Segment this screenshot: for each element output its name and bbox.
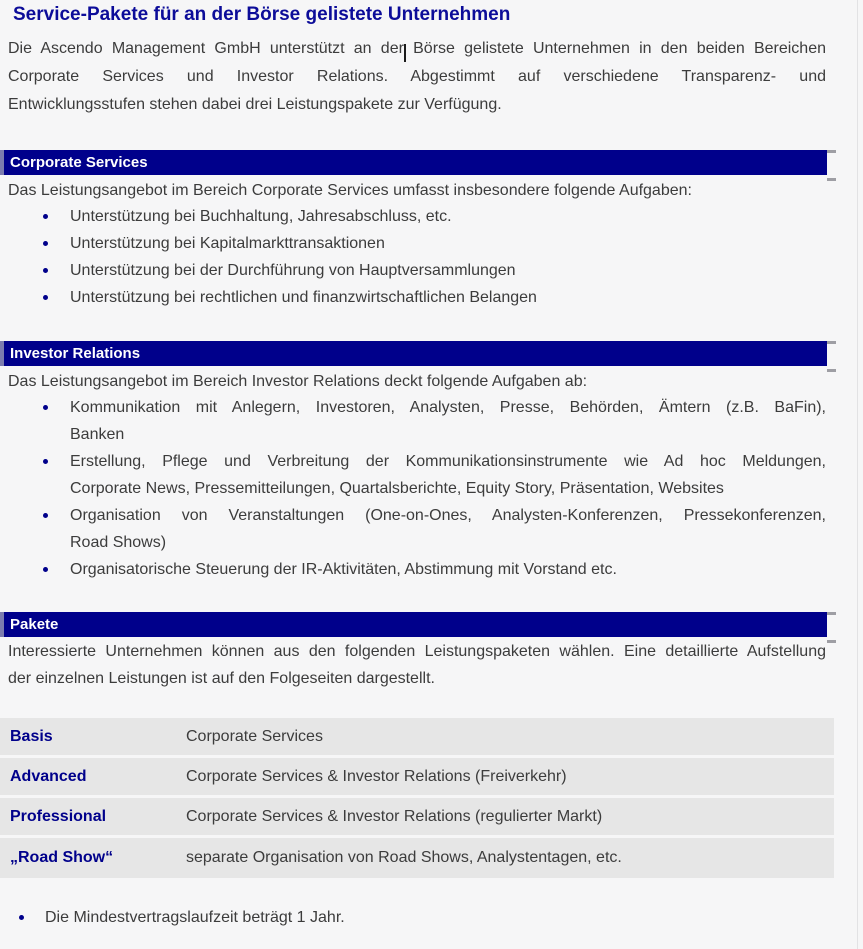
- intro-line: Die Ascendo Management GmbH unterstützt an der Börse gelistete Unternehmen in den beiden Bereichen: [8, 40, 826, 57]
- list-item: [70, 203, 826, 230]
- package-description-cell: Corporate Services & Investor Relations (Freiverkehr): [186, 767, 567, 785]
- list-item-text: Unterstützung bei Buchhaltung, Jahresabschluss, etc.: [70, 208, 452, 225]
- corporate-services-lead: Das Leistungsangebot im Bereich Corporate Services umfasst insbesondere folgende Aufgaben:: [8, 182, 692, 199]
- footnote: Die Mindestvertragslaufzeit beträgt 1 Jahr.: [45, 904, 815, 931]
- table-row: [0, 838, 834, 878]
- list-item-text: Erstellung, Pflege und Verbreitung der Kommunikationsinstrumente wie Ad hoc Meldungen,: [70, 453, 826, 470]
- package-name-cell: Professional: [10, 807, 107, 825]
- list-item: [70, 394, 826, 448]
- page-title: Service-Pakete für an der Börse gelistete Unternehmen: [13, 4, 511, 25]
- pakete-lead-line: Interessierte Unternehmen können aus den folgenden Leistungspaketen wählen. Eine detaillierte Aufstellung: [8, 643, 826, 660]
- pakete-lead: [8, 638, 826, 692]
- table-row: [0, 718, 834, 755]
- intro-line: Entwicklungsstufen stehen dabei drei Leistungspakete zur Verfügung.: [8, 96, 502, 113]
- table-row: [0, 758, 834, 795]
- list-item-text: Unterstützung bei Kapitalmarkttransaktionen: [70, 235, 385, 252]
- package-name-cell: „Road Show“: [10, 849, 114, 866]
- list-item: [70, 284, 826, 311]
- package-name-cell: Advanced: [10, 767, 87, 785]
- list-item-text: Organisation von Veranstaltungen (One-on-Ones, Analysten-Konferenzen, Pressekonferenzen,: [70, 507, 826, 524]
- list-item-text: Kommunikation mit Anlegern, Investoren, Analysten, Presse, Behörden, Ämtern (z.B. BaFin),: [70, 399, 826, 416]
- list-item-text: Unterstützung bei der Durchführung von Hauptversammlungen: [70, 262, 516, 279]
- investor-relations-bullet-list: [0, 394, 827, 583]
- package-name-cell: Basis: [10, 727, 53, 745]
- investor-relations-lead: Das Leistungsangebot im Bereich Investor Relations deckt folgende Aufgaben ab:: [8, 373, 588, 390]
- section-header-pakete: Pakete: [0, 612, 827, 637]
- list-item: [70, 556, 826, 583]
- table-row: [0, 798, 834, 835]
- intro-paragraph: [8, 35, 826, 119]
- section-header-corporate-services: Corporate Services: [0, 150, 827, 175]
- list-item: [70, 257, 826, 284]
- package-description-cell: Corporate Services & Investor Relations (regulierter Markt): [186, 807, 603, 825]
- list-item-text: Unterstützung bei rechtlichen und finanzwirtschaftlichen Belangen: [70, 289, 537, 306]
- page-margin-line: [857, 0, 858, 949]
- pakete-lead-line: der einzelnen Leistungen ist auf den Folgeseiten dargestellt.: [8, 670, 435, 687]
- package-description-cell: Corporate Services: [186, 727, 323, 745]
- corporate-services-bullet-list: [0, 203, 827, 311]
- package-description-cell: separate Organisation von Road Shows, Analystentagen, etc.: [186, 849, 622, 866]
- section-header-investor-relations: Investor Relations: [0, 341, 827, 366]
- list-item-text: Organisatorische Steuerung der IR-Aktivitäten, Abstimmung mit Vorstand etc.: [70, 561, 617, 578]
- list-item-text: Banken: [70, 426, 125, 443]
- intro-line: Corporate Services und Investor Relations. Abgestimmt auf verschiedene Transparenz- und: [8, 68, 826, 85]
- list-item: [70, 448, 826, 502]
- packages-table: [0, 718, 834, 878]
- list-item: [70, 502, 826, 556]
- list-item-text: Road Shows): [70, 534, 167, 551]
- list-item-text: Corporate News, Pressemitteilungen, Quartalsberichte, Equity Story, Präsentation, Websites: [70, 480, 724, 497]
- list-item: [70, 230, 826, 257]
